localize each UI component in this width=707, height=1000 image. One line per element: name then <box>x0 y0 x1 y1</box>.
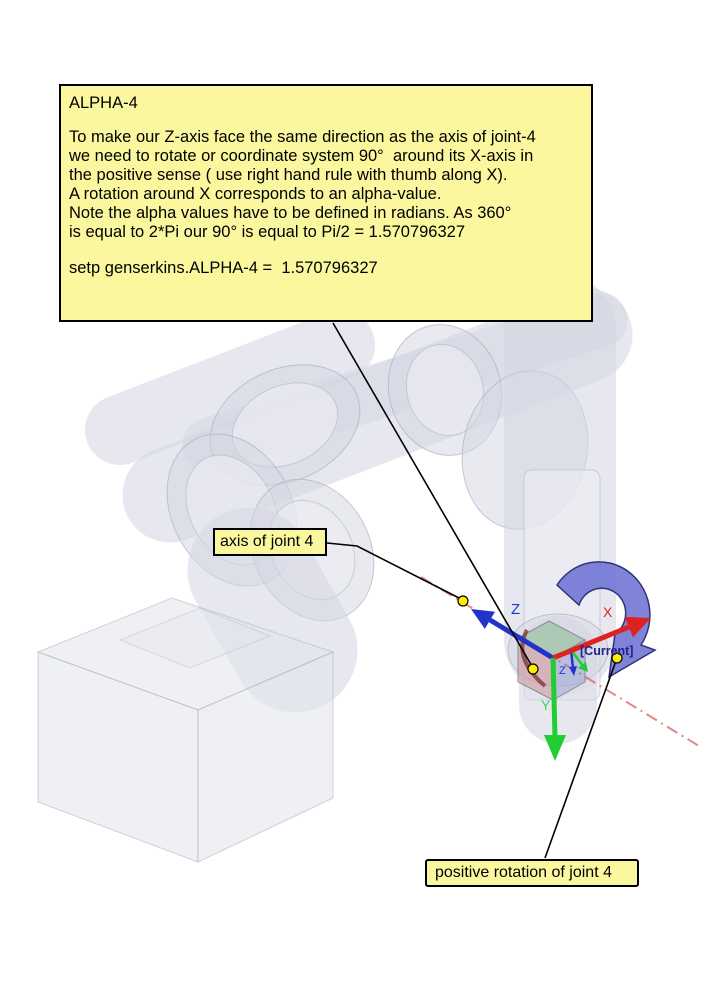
note-title: ALPHA-4 <box>69 94 138 112</box>
marker-dot-axis <box>458 596 468 606</box>
note-line: Note the alpha values have to be defined in radians. As 360° <box>69 204 512 222</box>
current-frame-label: [Current] <box>580 644 634 658</box>
note-body <box>69 128 583 242</box>
note-command: setp genserkins.ALPHA-4 = 1.570796327 <box>69 259 378 277</box>
note-line: is equal to 2*Pi our 90° is equal to Pi/2 = 1.570796327 <box>69 223 466 241</box>
x-axis-label: X <box>603 604 613 620</box>
z-axis-label: Z <box>511 601 521 618</box>
robot-arm <box>38 312 608 862</box>
callout-positive-rotation: positive rotation of joint 4 <box>425 859 639 887</box>
marker-dot-origin <box>528 664 538 674</box>
note-line: we need to rotate or coordinate system 90° around its X-axis in <box>69 147 534 165</box>
note-line: A rotation around X corresponds to an alpha-value. <box>69 185 442 203</box>
note-line: the positive sense ( use right hand rule with thumb along X). <box>69 166 508 184</box>
note-box <box>59 84 593 322</box>
callout-axis-of-joint4: axis of joint 4 <box>213 528 327 556</box>
mini-z-axis-label: Z <box>559 665 566 677</box>
y-axis-label: Y <box>541 697 551 713</box>
note-line: To make our Z-axis face the same direction as the axis of joint-4 <box>69 128 536 146</box>
